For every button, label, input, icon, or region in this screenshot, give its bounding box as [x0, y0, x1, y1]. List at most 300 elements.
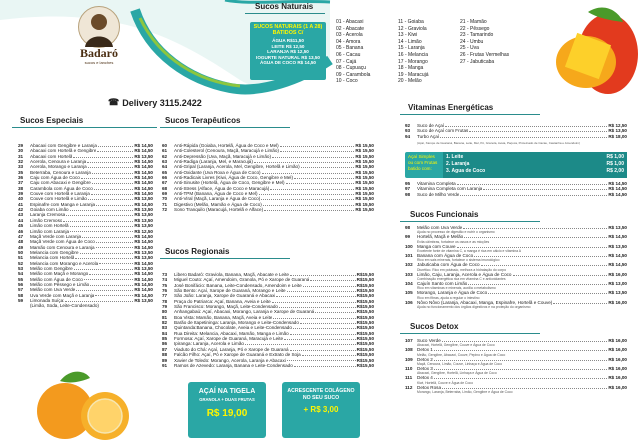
- naturais-flavor-list: [336, 19, 536, 89]
- item-name: Anti-Radiga (Laranja, Mel, e Maracujá): [174, 159, 253, 165]
- item-name: Detox 4: [417, 375, 433, 381]
- flavor-item: 25 - Uva: [460, 45, 479, 52]
- item-price: R$ 15,50: [355, 169, 374, 175]
- dot-leader: [96, 239, 133, 243]
- item-name: Vitamina Completa com Laranja: [417, 186, 483, 192]
- item-name: Melão com Uva Verde: [30, 287, 76, 293]
- item-name: Suco de Açaí: [417, 123, 445, 128]
- item-price: R$ 16,00: [608, 299, 627, 305]
- item-description: Abacaxi, Hortelã, Gengibre, Couve e Água de Coco: [417, 343, 495, 348]
- menu-item-row: [162, 363, 374, 368]
- item-name: Melancia com Morango e Acerola: [30, 260, 99, 266]
- item-number: 38: [18, 185, 24, 191]
- item-name: Uva Verde com Maçã e Laranja: [30, 292, 95, 298]
- divider: [160, 258, 290, 259]
- item-name: Anti-TPM (Banana, Água de Coco e Mel): [174, 191, 258, 197]
- item-description: Kiwi, Hortelã, Couve e Água de Coco: [417, 380, 473, 385]
- colageno-promo-title: ACRESCENTE COLÁGENO NO SEU SUCO: [287, 388, 355, 401]
- divider: [160, 127, 290, 128]
- item-name: Beterraba, Cenoura e Laranja: [30, 169, 91, 175]
- item-name: Hortelã, Maçã e Melão: [417, 234, 464, 240]
- dot-leader: [63, 218, 133, 222]
- item-name: São Francisco: Morango, Maçã, Leite-Condensado: [174, 304, 278, 310]
- flavor-item: 17 - Morango: [398, 58, 428, 65]
- dot-leader: [94, 186, 134, 190]
- dot-leader: [513, 272, 608, 276]
- flavor-item: 11 - Goiaba: [398, 19, 424, 25]
- item-price: R$15,50: [356, 352, 374, 358]
- flavor-item: 10 - Coco: [336, 78, 358, 85]
- item-name: Vitamina Completa: [417, 181, 456, 186]
- item-name: Melancia com Hortelã: [30, 255, 75, 261]
- dot-leader: [272, 299, 356, 303]
- dot-leader: [273, 315, 355, 319]
- flavor-item: 23 - Tamarindo: [460, 32, 494, 39]
- divider: [400, 221, 540, 222]
- flavor-item: 05 - Banana: [336, 45, 364, 52]
- item-price: R$15,50: [356, 357, 374, 363]
- item-price: R$ 15,50: [355, 185, 374, 191]
- dot-leader: [279, 304, 356, 308]
- item-price: R$ 14,50: [608, 186, 627, 192]
- dot-leader: [440, 134, 607, 138]
- item-price: R$ 15,50: [355, 180, 374, 186]
- item-number: 95: [405, 181, 411, 186]
- item-number: 84: [162, 330, 168, 336]
- dot-leader: [270, 186, 354, 190]
- item-price: R$15,50: [356, 330, 374, 336]
- item-price: R$ 15,50: [355, 159, 374, 165]
- item-price: R$ 14,50: [134, 164, 153, 170]
- acai-box-options: [443, 152, 627, 178]
- item-number: 103: [405, 271, 413, 277]
- item-name: Ramos de Azevedo: Laranja, Banana e Leite-Condensado: [174, 362, 293, 368]
- item-number: 30: [18, 148, 24, 154]
- item-description: Morango, Laranja, Beterraba, Limão, Gengibre e Água de Coco: [417, 390, 513, 395]
- item-price: R$ 13,50: [134, 265, 153, 271]
- item-number: 74: [162, 277, 168, 283]
- naturais-box-line: ÁGUA DE COCO R$ 14,50: [260, 60, 316, 66]
- item-number: 100: [405, 243, 413, 249]
- dot-leader: [96, 245, 134, 249]
- item-name: Rua Direita: Melancia, Abacaxi, Mamão, Manga e Limão: [174, 330, 289, 336]
- item-price: R$ 13,50: [134, 217, 153, 223]
- item-name: Limão com Hortelã: [30, 223, 69, 229]
- dot-leader: [553, 300, 607, 304]
- item-price: R$ 14,50: [608, 253, 627, 259]
- dot-leader: [91, 191, 134, 195]
- item-price: R$ 14,50: [134, 281, 153, 287]
- item-price: R$ 13,50: [608, 290, 627, 296]
- item-price: R$ 14,50: [134, 191, 153, 197]
- colageno-promo-price: + R$ 3,00: [303, 405, 339, 414]
- item-name: Boa Vista: Mamão, Banana, Maçã, Aveia e Leite: [174, 314, 273, 320]
- dot-leader: [463, 225, 607, 229]
- item-price: R$ 16,00: [608, 356, 627, 362]
- dot-leader: [460, 192, 607, 196]
- item-name: Nôvo Nôvo (Laranja, Abacaxi, Manga, Espinafre, Hortelã e Couve): [417, 299, 553, 305]
- item-name: Anti-Viral (Maçã, Laranja e Água de Coco): [174, 196, 261, 202]
- item-name: Abacaxi com Gengibre e Laranja: [30, 143, 97, 148]
- dot-leader: [434, 357, 608, 361]
- item-name: Anti-Colesterol (Cenoura, Maçã, Maracujá e Limão): [174, 148, 279, 154]
- delivery-text: Delivery 3115.2422: [122, 97, 202, 108]
- item-name: Melão com Pêssego e Limão: [30, 281, 90, 287]
- dot-leader: [457, 181, 608, 185]
- item-description: Abacaxi, Gengibre, Hortelã, Linhaça e Água de Coco: [417, 371, 497, 376]
- item-price: R$ 13,50: [608, 128, 627, 134]
- flavor-item: 07 - Cajá: [336, 58, 357, 65]
- flavor-item: 20 - Melão: [398, 78, 422, 85]
- item-price: R$ 13,50: [134, 255, 153, 261]
- item-name: Limão Cremoso: [30, 217, 63, 223]
- dot-leader: [442, 385, 607, 389]
- flavor-item: 18 - Manga: [398, 65, 424, 72]
- item-name: Anti-Sinusite (Hortelã, Água de Coco, Gengibre e Mel): [174, 180, 285, 186]
- item-description: Ajuda no funcionamento dos órgãos digestivos e na proteção do organismo: [417, 305, 531, 310]
- section-title-naturais: Sucos Naturais: [255, 2, 314, 11]
- item-number: 32: [18, 159, 24, 165]
- item-price: R$ 12,50: [134, 228, 153, 234]
- item-number: 69: [162, 191, 168, 197]
- dot-leader: [89, 271, 133, 275]
- detox-list: [405, 338, 627, 394]
- dot-leader: [263, 202, 355, 206]
- item-number: 65: [162, 169, 168, 175]
- acai-option-price: R$ 1,00: [606, 154, 624, 160]
- item-price: R$ 15,50: [355, 164, 374, 170]
- item-name: Barão de Itapetininga: Laranja, Morango e Leite-Condensado: [174, 320, 299, 326]
- item-number: 44: [18, 217, 24, 223]
- acai-promo-price: R$ 19,00: [206, 408, 248, 419]
- dot-leader: [99, 261, 133, 265]
- vitaminas-more-list: [405, 181, 627, 197]
- item-name: Cajuín Santo com Limão: [417, 281, 468, 287]
- item-name: Anti-Stress (Alface, Água de Coco e Maracujá): [174, 185, 270, 191]
- item-price: R$ 13,50: [134, 249, 153, 255]
- item-price: R$ 16,00: [608, 347, 627, 353]
- item-name: Limonada Suíça:: [30, 297, 65, 303]
- item-name: Espinafre com Manga e Laranja: [30, 201, 96, 207]
- item-name: Morango, Laranja e Água de Coco: [417, 290, 488, 296]
- item-price: R$ 15,50: [355, 201, 374, 207]
- section-title-funcionais: Sucos Funcionais: [410, 210, 479, 219]
- item-number: 97: [405, 186, 411, 192]
- item-price: R$ 14,50: [134, 180, 153, 186]
- item-number: 99: [405, 234, 411, 240]
- dot-leader: [468, 281, 607, 285]
- item-name: José Bonifácio: Banana, Leite-Condensado, Amendoim e Leite: [174, 282, 302, 288]
- delivery-line: [108, 97, 202, 108]
- item-price: R$ 14,50: [134, 271, 153, 277]
- item-number: 63: [162, 159, 168, 165]
- item-name: Laranja Cremosa: [30, 212, 66, 218]
- flavor-item: 06 - Cacau: [336, 51, 361, 58]
- item-name: Suco de Milho Verde: [417, 191, 460, 197]
- item-name: Digestivo (Melão, Mamão e Água de Coco): [174, 201, 262, 207]
- acai-option-row: [446, 161, 624, 168]
- item-description: Ajuda no processo de digestão e nutrir o organismo: [417, 230, 495, 235]
- item-number: 35: [18, 169, 24, 175]
- item-price: R$ 16,00: [608, 375, 627, 381]
- item-price: R$ 14,50: [134, 244, 153, 250]
- item-number: 108: [405, 347, 413, 353]
- item-name: Couve com Hortelã e Limão: [30, 196, 87, 202]
- item-number: 45: [18, 223, 24, 229]
- item-price: R$ 14,50: [134, 233, 153, 239]
- dot-leader: [474, 253, 607, 257]
- item-name: Detox 3: [417, 366, 433, 372]
- item-price: R$ 18,00: [608, 133, 627, 139]
- item-price: R$15,50: [356, 314, 374, 320]
- dot-leader: [76, 287, 133, 291]
- item-number: 40: [18, 196, 24, 202]
- item-name: Quintanda:Banana, Chocolate, Aveia e Leite-Condensado: [174, 325, 292, 331]
- item-price: R$15,50: [356, 293, 374, 299]
- dot-leader: [481, 262, 608, 266]
- item-name: Maçã Verde com Água de Coco: [30, 239, 95, 245]
- naturais-box-heading: SUCOS NATURAIS (1 A 28) BATIDOS C/: [253, 24, 323, 36]
- logo-portrait: [78, 6, 120, 48]
- acai-option-name: 2. Laranja: [446, 161, 470, 167]
- item-number: 61: [162, 148, 168, 154]
- item-number: 85: [162, 336, 168, 342]
- dot-leader: [483, 186, 607, 190]
- dot-leader: [290, 331, 356, 335]
- item-name: São Bento: Açaí, Xarope de Guaraná, Morango e Leite: [174, 288, 286, 294]
- item-name: Suco de Açaí com Frutas: [417, 128, 469, 134]
- dot-leader: [84, 277, 133, 281]
- item-price: R$ 15,50: [355, 148, 374, 154]
- item-number: 62: [162, 153, 168, 159]
- item-price: R$ 14,50: [134, 201, 153, 207]
- dot-leader: [445, 123, 607, 127]
- flavor-item: 09 - Carambola: [336, 71, 371, 78]
- item-price: R$ 14,50: [134, 260, 153, 266]
- dot-leader: [262, 170, 355, 174]
- item-description: Maçã, Cenoura, Limão, Couve, Linhaça e Água de Coco: [417, 362, 503, 367]
- item-price: R$15,50: [356, 298, 374, 304]
- item-name: Detox 2: [417, 356, 433, 362]
- dot-leader: [92, 180, 134, 184]
- item-number: 72: [162, 207, 168, 213]
- item-price: R$ 15,50: [355, 175, 374, 181]
- flavor-item: 08 - Cupuaçu: [336, 65, 367, 72]
- item-name: São João: Laranja, Xarope de Guaraná e Abacaxi: [174, 293, 276, 299]
- item-description: Combinação energética rica em vitamina C e antioxidantes: [417, 277, 506, 282]
- item-name: Suco Verde: [417, 338, 441, 343]
- item-name: Manga com Couve: [417, 243, 456, 249]
- acai-batido-box: [405, 152, 627, 178]
- phone-icon: ☎: [108, 97, 120, 107]
- item-name: Jabuticaba com Água de Coco: [417, 262, 480, 268]
- item-number: 52: [18, 260, 24, 266]
- regionais-list: [162, 272, 374, 368]
- dot-leader: [82, 234, 133, 238]
- item-price: R$15,50: [356, 341, 374, 347]
- section-title-detox: Sucos Detox: [410, 322, 459, 331]
- brand-tagline: sucos e lanches: [84, 60, 114, 65]
- item-name: Anti-Gripal (Laranja, Acerola, Mel, Gengibre, Hortelã e Limão): [174, 164, 300, 170]
- item-price: R$ 14,50: [134, 239, 153, 245]
- item-price: R$ 14,50: [608, 262, 627, 268]
- item-price: R$ 14,50: [134, 292, 153, 298]
- item-price: R$ 14,50: [134, 185, 153, 191]
- terapeuticos-list: [162, 143, 374, 212]
- item-number: 112: [405, 384, 413, 390]
- item-name: Caju com Água de Coco: [30, 175, 80, 181]
- item-price: R$15,50: [356, 362, 374, 368]
- item-number: 83: [162, 325, 168, 331]
- item-number: 56: [18, 281, 24, 287]
- acai-option-row: [446, 168, 624, 175]
- dot-leader: [81, 175, 134, 179]
- dot-leader: [290, 272, 356, 276]
- item-name: Ipiranga: Laranja, Acerola e Limão: [174, 341, 244, 347]
- dot-leader: [254, 159, 354, 163]
- item-price: R$ 14,50: [134, 169, 153, 175]
- item-price: R$15,50: [356, 346, 374, 352]
- item-price: R$ 13,50: [134, 153, 153, 159]
- item-number: 109: [405, 356, 413, 362]
- divider: [245, 13, 325, 14]
- dot-leader: [65, 298, 133, 302]
- acai-option-name: 1. Leite: [446, 154, 464, 160]
- item-number: 94: [405, 133, 411, 139]
- item-number: 86: [162, 341, 168, 347]
- divider: [400, 114, 540, 115]
- dot-leader: [315, 309, 355, 313]
- item-price: R$ 14,50: [134, 143, 153, 148]
- flavor-item: 04 - Amora: [336, 38, 361, 45]
- item-number: 31: [18, 153, 24, 159]
- dot-leader: [92, 170, 134, 174]
- item-price: R$15,50: [356, 309, 374, 315]
- item-price: R$ 16,00: [608, 271, 627, 277]
- menu-item-row: [405, 192, 627, 197]
- item-name: Detox 1: [417, 347, 433, 353]
- item-price: R$ 13,50: [608, 225, 627, 230]
- especiais-list: [18, 143, 153, 309]
- item-price: R$ 14,50: [134, 287, 153, 293]
- item-name: Praça do Patriarca: Açaí, Banana, Aveia e Leite: [174, 298, 271, 304]
- acai-option-name: 3. Água de Coco: [446, 168, 486, 174]
- dot-leader: [469, 128, 607, 132]
- flavor-item: 01 - Abacaxi: [336, 19, 364, 25]
- item-number: 64: [162, 164, 168, 170]
- item-name: Couve com Hortelã e Laranja: [30, 191, 90, 197]
- item-price: R$ 15,50: [355, 191, 374, 197]
- item-name: Anti-Depressão (Uva, Maçã, Maracujá e Limão): [174, 153, 272, 159]
- item-number: 70: [162, 196, 168, 202]
- item-name: Anhangabaú: Açaí, Abacaxi, Morango, Laranja e Xarope de Guaraná: [174, 309, 315, 315]
- naturais-box-line: LEITE R$ 12,50: [271, 43, 305, 49]
- flavor-item: 26 - Frutas Vermelhas: [460, 51, 510, 58]
- flavor-item: 02 - Abacate: [336, 25, 365, 32]
- item-number: 91: [162, 362, 168, 368]
- item-number: 55: [18, 276, 24, 282]
- mango-image: [548, 2, 640, 100]
- item-number: 88: [162, 352, 168, 358]
- item-number: 49: [18, 244, 24, 250]
- item-number: 42: [18, 207, 24, 213]
- item-price: R$15,50: [356, 336, 374, 342]
- funcionais-list: [405, 225, 627, 309]
- item-price: R$ 16,00: [608, 338, 627, 343]
- dot-leader: [272, 154, 354, 158]
- item-price: R$ 14,50: [608, 234, 627, 240]
- item-number: 104: [405, 281, 413, 287]
- dot-leader: [434, 347, 608, 351]
- item-name: Melão com Uva Verde: [417, 225, 463, 230]
- acai-option-price: R$ 1,00: [606, 161, 624, 167]
- divider: [12, 127, 157, 128]
- dot-leader: [488, 290, 607, 294]
- item-number: 101: [405, 253, 413, 259]
- dot-leader: [442, 338, 608, 342]
- item-number: 46: [18, 228, 24, 234]
- item-number: 106: [405, 299, 413, 305]
- item-number: 87: [162, 346, 168, 352]
- dot-leader: [259, 191, 355, 195]
- dot-leader: [287, 288, 356, 292]
- item-number: 93: [405, 128, 411, 134]
- item-number: 47: [18, 233, 24, 239]
- flavor-item: 27 - Jabuticaba: [460, 58, 495, 65]
- section-title-especiais: Sucos Especiais: [20, 116, 84, 125]
- item-number: 36: [18, 175, 24, 181]
- item-description: Rico em vitaminas e minerais, auxilia o metabolismo: [417, 286, 496, 291]
- item-number: 92: [405, 123, 411, 128]
- naturais-box-line: ÁGUA R$11,50: [272, 38, 304, 43]
- item-number: 60: [162, 143, 168, 148]
- item-number: 39: [18, 191, 24, 197]
- item-number: 71: [162, 201, 168, 207]
- item-name: Abacaxi com Hortelã e Gengibre: [30, 148, 97, 154]
- item-number: 53: [18, 265, 24, 271]
- item-number: 58: [18, 292, 24, 298]
- flavor-item: 22 - Pêssego: [460, 25, 490, 32]
- item-price: R$15,50: [356, 325, 374, 331]
- item-number: 48: [18, 239, 24, 245]
- item-price: R$ 15,50: [355, 143, 374, 148]
- dot-leader: [73, 154, 133, 158]
- item-price: R$ 14,50: [134, 276, 153, 282]
- acai-box-label: Açaí Simples ou com Frutas batido com:: [408, 154, 438, 171]
- item-name: Falcão Filho: Açaí, Pó e Xarope de Guaraná e Extrato de Soja: [174, 352, 301, 358]
- oranges-image: [30, 356, 130, 448]
- dot-leader: [284, 336, 356, 340]
- dot-leader: [66, 212, 133, 216]
- item-number: 43: [18, 212, 24, 218]
- dot-leader: [87, 159, 133, 163]
- item-price: R$15,50: [356, 320, 374, 326]
- section-title-terapeuticos: Sucos Terapêuticos: [165, 116, 241, 125]
- dot-leader: [75, 255, 133, 259]
- flavor-item: 21 - Mamão: [460, 19, 487, 25]
- item-name: Libero Badaró: Graviola, Banana, Maçã, Abacate e Leite: [174, 272, 289, 277]
- dot-leader: [294, 363, 356, 367]
- vitaminas-list: [405, 123, 627, 139]
- dot-leader: [287, 358, 356, 362]
- naturais-box-lines: [252, 38, 324, 66]
- dot-leader: [280, 143, 355, 147]
- colageno-promo: [282, 382, 360, 438]
- item-number: 110: [405, 366, 413, 372]
- dot-leader: [74, 266, 134, 270]
- item-name: Melão com Maçã e Morango: [30, 271, 89, 277]
- item-description: Rico em sais minerais, fortalece o sistema imunológico: [417, 258, 500, 263]
